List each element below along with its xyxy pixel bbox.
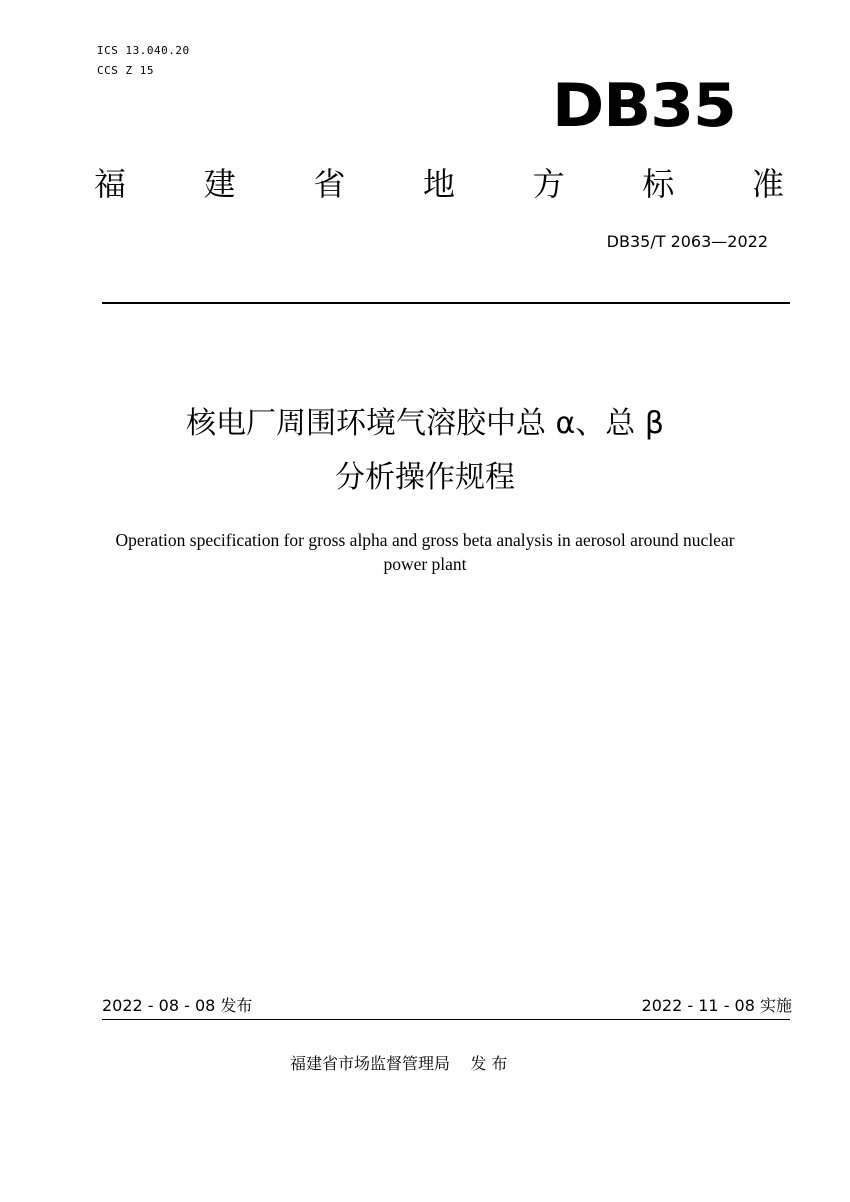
standard-type-char: 省 <box>313 165 346 203</box>
issuing-authority: 福建省市场监督管理局 发 布 <box>290 1054 508 1073</box>
ics-code: ICS 13.040.20 <box>97 44 190 57</box>
title-english: Operation specification for gross alpha and gross beta analysis in aerosol around nuclear power plant <box>115 530 735 574</box>
publish-date: 2022 - 08 - 08 发布 <box>102 996 253 1015</box>
title-chinese-line-1: 核电厂周围环境气溶胶中总 α、总 β <box>186 406 664 441</box>
ccs-code: CCS Z 15 <box>97 64 154 77</box>
bottom-divider <box>102 1019 790 1020</box>
standard-type-char: 标 <box>642 165 675 203</box>
standard-type-char: 福 <box>94 165 127 203</box>
db35-logo: DB35 <box>552 71 736 141</box>
standard-type-heading <box>94 160 784 208</box>
standard-code: DB35/T 2063—2022 <box>606 232 768 251</box>
standard-type-char: 地 <box>422 165 455 203</box>
standard-type-char: 建 <box>203 165 236 203</box>
title-chinese-line-2: 分析操作规程 <box>335 460 515 495</box>
top-divider <box>102 302 790 304</box>
standard-type-char: 准 <box>751 165 784 203</box>
standard-type-char: 方 <box>532 165 565 203</box>
implement-date: 2022 - 11 - 08 实施 <box>641 996 792 1015</box>
